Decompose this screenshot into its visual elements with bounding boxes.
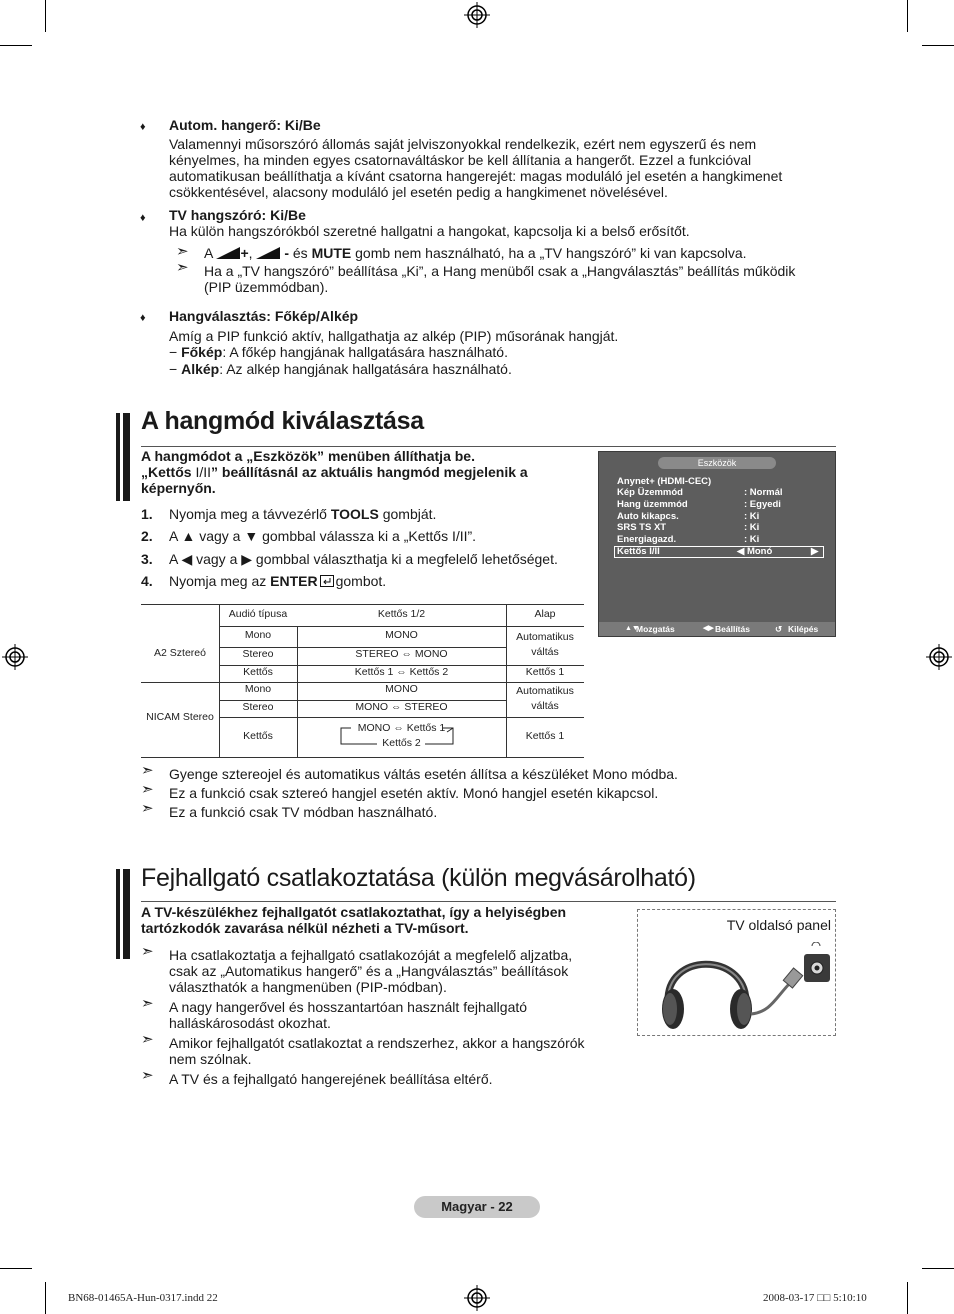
autom-hangero-line: automatikusan beállíthatja a kívánt csatorna hangerejét: magas moduláló jel esetén a hangkimenet xyxy=(169,168,783,184)
section2-note: A nagy hangerővel és hosszantartóan használt fejhallgató halláskárosodást okozhat. xyxy=(169,999,528,1031)
headphones-icon xyxy=(656,942,834,1034)
section-divider xyxy=(141,446,836,447)
table-cell: Mono xyxy=(244,629,272,641)
registration-mark-icon xyxy=(2,644,28,670)
cycle-bracket-icon xyxy=(339,726,457,746)
registration-mark-icon xyxy=(926,644,952,670)
registration-mark-icon xyxy=(464,1285,490,1311)
panel-label: TV oldalsó panel xyxy=(726,917,831,933)
table-header: Alap xyxy=(534,608,556,620)
section-bar xyxy=(116,869,130,959)
osd-value: : Egyedi xyxy=(744,499,781,510)
osd-title: Eszközök xyxy=(658,457,777,469)
updown-arrows-icon: ▲▼ xyxy=(625,625,639,632)
audio-mode-table xyxy=(141,604,584,758)
note-arrow-icon: ➣ xyxy=(176,243,189,260)
step-number: 1. xyxy=(141,506,153,522)
table-group-label: NICAM Stereo xyxy=(146,711,214,723)
autom-hangero-heading: Autom. hangerő: Ki/Be xyxy=(169,117,321,133)
step-number: 2. xyxy=(141,528,153,544)
crop-mark xyxy=(907,0,908,32)
autom-hangero-line: kényelmes, ha minden egyes csatornaváltáskor be kell állítania a hangerőt. Ezzel a funkcióval xyxy=(169,152,752,168)
bullet-icon: ♦ xyxy=(140,212,146,224)
osd-value: : Ki xyxy=(744,522,760,533)
table-header: Kettős 1/2 xyxy=(377,608,426,620)
crop-mark xyxy=(0,45,32,46)
imprint-file: BN68-01465A-Hun-0317.indd 22 xyxy=(68,1292,218,1304)
section-bar xyxy=(116,413,130,501)
step-text: Nyomja meg a távvezérlő TOOLS gombját. xyxy=(169,506,437,522)
fokep-label: Főkép xyxy=(181,344,223,360)
osd-item[interactable]: SRS TS XT xyxy=(617,522,667,533)
table-cell: STEREO ⇔ MONO xyxy=(355,648,448,660)
osd-item-selected[interactable]: Kettős I/II xyxy=(617,546,660,557)
step-number: 4. xyxy=(141,573,153,589)
alkep-text: : Az alkép hangjának hallgatására használható. xyxy=(219,361,512,377)
table-cell: Kettős 2 xyxy=(382,737,421,749)
table-cell: Stereo xyxy=(242,701,274,713)
osd-item[interactable]: Anynet+ (HDMI-CEC) xyxy=(617,476,712,487)
note-arrow-icon: ➣ xyxy=(141,995,154,1012)
note-arrow-icon: ➣ xyxy=(141,1031,154,1048)
autom-hangero-line: csökkentésével, alacsony moduláló jel esetén pedig a hangkimenet növelésével. xyxy=(169,184,668,200)
crop-mark xyxy=(922,45,954,46)
crop-mark xyxy=(922,1268,954,1269)
alkep-label: Alkép xyxy=(181,361,220,377)
section2-note: A TV és a fejhallgató hangerejének beállítása eltérő. xyxy=(169,1071,493,1087)
table-cell: Automatikus váltás xyxy=(516,685,574,712)
hangvalasztas-line: Amíg a PIP funkció aktív, hallgathatja az alkép (PIP) műsorának hangját. xyxy=(169,328,619,344)
table-cell: MONO xyxy=(385,629,418,641)
note-arrow-icon: ➣ xyxy=(141,943,154,960)
osd-adjust-label: Beállítás xyxy=(715,624,750,634)
table-cell: Stereo xyxy=(242,648,274,660)
hangvalasztas-heading: Hangválasztás: Főkép/Alkép xyxy=(169,308,359,324)
note-text: és xyxy=(292,245,308,261)
autom-hangero-line: Valamennyi műsorszóró állomás saját jelviszonyokkal rendelkezik, ezért nem egyszerű és nem xyxy=(169,136,757,152)
bullet-icon: ♦ xyxy=(140,312,146,324)
table-group-label: A2 Sztereó xyxy=(154,647,206,659)
osd-footer xyxy=(599,622,835,636)
intro-line: „Kettős I/II” beállításnál az aktuális hangmód megjelenik a xyxy=(141,464,528,480)
fokep-line: − Főkép: A főkép hangjának hallgatására használható. xyxy=(169,344,508,360)
tv-side-panel-illustration xyxy=(637,909,836,1036)
note-arrow-icon: ➣ xyxy=(141,762,154,779)
table-cell: MONO ⇔ Kettős 1 xyxy=(357,722,446,734)
step-text: A ◀ vagy a ▶ gombbal választhatja ki a megfelelő lehetőséget. xyxy=(169,551,558,567)
osd-item[interactable]: Energiagazd. xyxy=(617,534,677,545)
osd-exit-label: Kilépés xyxy=(788,624,819,634)
osd-move-label: Mozgatás xyxy=(636,624,675,634)
section2-intro: A TV-készülékhez fejhallgatót csatlakoztathat, így a helyiségben tartózkodók zavarása nélkül nézheti a TV-műsort. xyxy=(141,904,567,936)
minus-symbol: - xyxy=(284,245,289,261)
registration-mark-icon xyxy=(464,2,490,28)
tv-hangszoro-line: Ha külön hangszórókból szeretné hallgatni a hangokat, kapcsolja ki a belső erősítőt. xyxy=(169,223,690,239)
return-icon: ↺ xyxy=(775,624,783,634)
leftright-arrows-icon: ◀▶ xyxy=(703,625,714,632)
table-cell: Kettős xyxy=(243,666,273,678)
step-text: Nyomja meg az ENTER gombot. xyxy=(169,573,387,589)
table-cell: Automatikus váltás xyxy=(516,631,574,658)
bullet-icon: ♦ xyxy=(140,121,146,133)
step-text: A ▲ vagy a ▼ gombbal válassza ki a „Kettős I/II”. xyxy=(169,528,477,544)
alkep-line: − Alkép: Az alkép hangjának hallgatására használható. xyxy=(169,361,512,377)
table-cell: Kettős 1 ⇔ Kettős 2 xyxy=(354,666,449,678)
crop-mark xyxy=(45,0,46,32)
section-title: Fejhallgató csatlakoztatása (külön megvásárolható) xyxy=(141,864,696,892)
note-text: A xyxy=(204,245,213,261)
section1-note: Ez a funkció csak TV módban használható. xyxy=(169,804,438,820)
osd-item[interactable]: Kép Üzemmód xyxy=(617,487,683,498)
section1-note: Ez a funkció csak sztereó hangjel esetén aktív. Monó hangjel esetén kikapcsol. xyxy=(169,785,659,801)
table-cell: MONO xyxy=(385,683,418,695)
table-cell: Kettős 1 xyxy=(525,666,565,678)
section1-intro xyxy=(141,448,591,496)
section1-note: Gyenge sztereojel és automatikus váltás esetén állítsa a készüléket Mono módba. xyxy=(169,766,678,782)
table-cell: Kettős 1 xyxy=(525,730,565,742)
imprint-date: 2008-03-17 □□ 5:10:10 xyxy=(763,1292,867,1304)
volume-up-icon xyxy=(216,247,240,259)
note-arrow-icon: ➣ xyxy=(141,781,154,798)
section-title: A hangmód kiválasztása xyxy=(141,407,424,435)
note-arrow-icon: ➣ xyxy=(141,800,154,817)
tv-hangszoro-note2: (PIP üzemmódban). xyxy=(204,279,329,295)
mute-label: MUTE xyxy=(311,245,352,261)
osd-value: : Ki xyxy=(744,511,760,522)
osd-item[interactable]: Auto kikapcs. xyxy=(617,511,679,522)
section2-note: Amikor fejhallgatót csatlakoztat a rendszerhez, akkor a hangszórók nem szólnak. xyxy=(169,1035,585,1067)
note-text: gomb nem használható, ha a „TV hangszóró” ki van kapcsolva. xyxy=(355,245,747,261)
intro-line: képernyőn. xyxy=(141,480,216,496)
section2-note: Ha csatlakoztatja a fejhallgató csatlakozóját a megfelelő aljzatba, csak az „Automatikus hangerő” és a „Hangválasztás” beállítások választhatók a hangmenüben (PIP-módban). xyxy=(169,947,573,995)
fokep-text: : A főkép hangjának hallgatására használható. xyxy=(222,344,508,360)
tv-hangszoro-note2: Ha a „TV hangszóró” beállítása „Ki”, a Hang menüből csak a „Hangválasztás” beállítás működik xyxy=(204,263,796,279)
table-cell: Mono xyxy=(244,683,272,695)
osd-right-arrow-icon[interactable]: ▶ xyxy=(811,546,819,557)
tools-menu-screen xyxy=(598,451,836,637)
intro-line: A hangmódot a „Eszközök” menüben állíthatja be. xyxy=(141,448,475,464)
osd-value: : Normál xyxy=(744,487,783,498)
osd-value-selected: ◀ Monó xyxy=(737,546,773,557)
crop-mark xyxy=(45,1282,46,1314)
table-cell: Kettős xyxy=(243,730,273,742)
tv-hangszoro-heading: TV hangszóró: Ki/Be xyxy=(169,207,306,223)
crop-mark xyxy=(907,1282,908,1314)
note-arrow-icon: ➣ xyxy=(176,259,189,276)
tv-hangszoro-note: A +, - és MUTE gomb nem használható, ha a „TV hangszóró” ki van kapcsolva. xyxy=(204,245,747,261)
page-number-badge: Magyar - 22 xyxy=(414,1196,540,1218)
volume-down-icon xyxy=(256,247,280,259)
section-divider xyxy=(141,901,836,902)
osd-value: : Ki xyxy=(744,534,760,545)
table-cell: MONO ⇔ STEREO xyxy=(355,701,448,713)
enter-icon xyxy=(320,575,334,587)
plus-symbol: + xyxy=(240,245,249,261)
osd-item[interactable]: Hang üzemmód xyxy=(617,499,688,510)
table-header: Audió típusa xyxy=(228,608,288,620)
step-number: 3. xyxy=(141,551,153,567)
note-arrow-icon: ➣ xyxy=(141,1067,154,1084)
crop-mark xyxy=(0,1268,32,1269)
